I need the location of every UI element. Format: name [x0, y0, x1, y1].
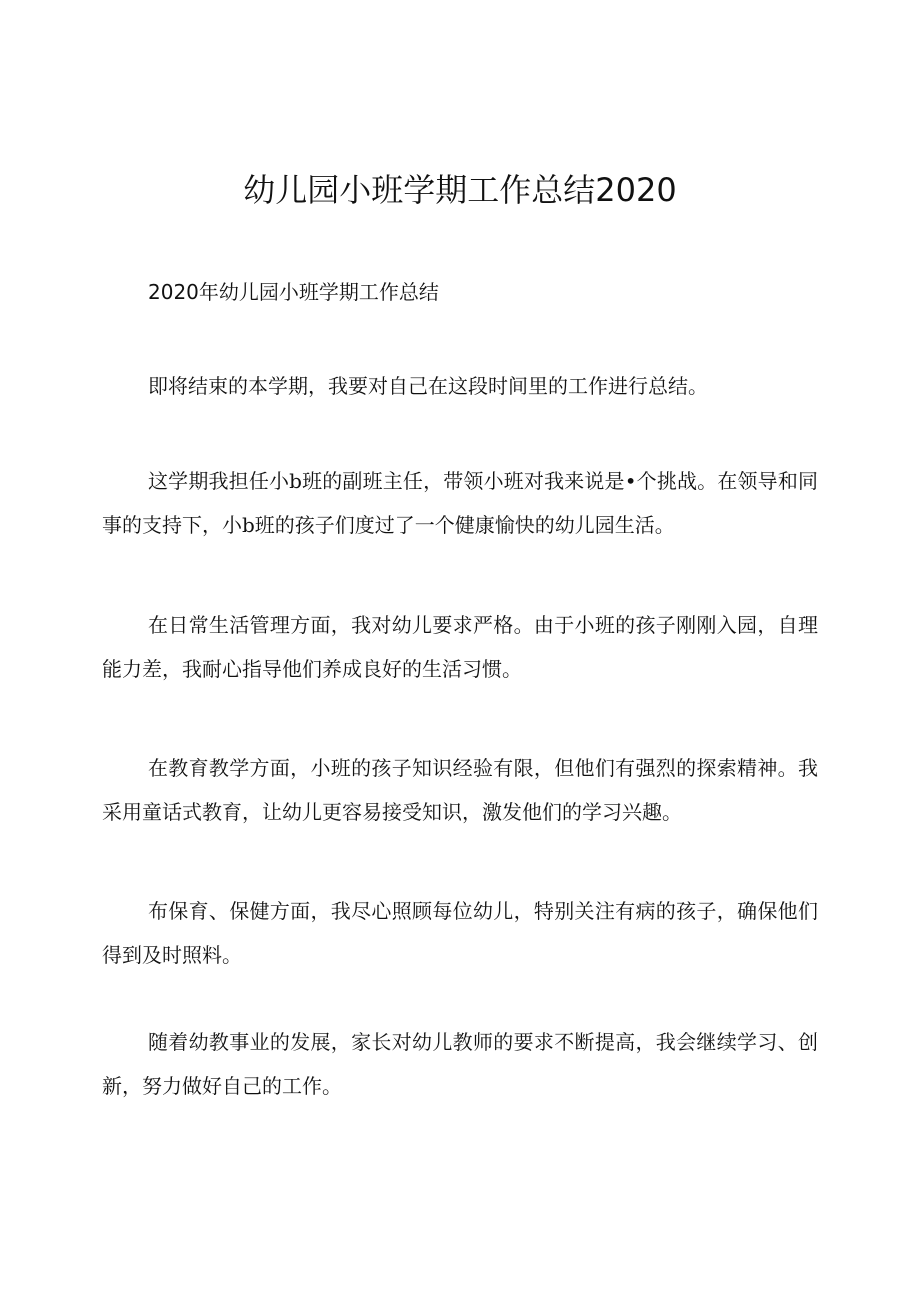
paragraph-role: 这学期我担任小b班的副班主任，带领小班对我来说是•个挑战。在领导和同事的支持下，小b班的孩子们度过了一个健康愉快的幼儿园生活。 — [102, 469, 818, 537]
paragraph-daily-life: 在日常生活管理方面，我对幼儿要求严格。由于小班的孩子刚刚入园，自理能力差，我耐心指导他们养成良好的生活习惯。 — [102, 613, 818, 681]
paragraph-care: 布保育、保健方面，我尽心照顾每位幼儿，特别关注有病的孩子，确保他们得到及时照料。 — [102, 899, 818, 967]
paragraph-intro: 即将结束的本学期，我要对自己在这段时间里的工作进行总结。 — [148, 374, 708, 398]
paragraph-teaching: 在教育教学方面，小班的孩子知识经验有限，但他们有强烈的探索精神。我采用童话式教育，让幼儿更容易接受知识，激发他们的学习兴趣。 — [102, 756, 818, 824]
paragraph-outlook: 随着幼教事业的发展，家长对幼儿教师的要求不断提高，我会继续学习、创新，努力做好自己的工作。 — [102, 1030, 818, 1098]
document-subtitle: 2020年幼儿园小班学期工作总结 — [148, 280, 439, 304]
document-title: 幼儿园小班学期工作总结2020 — [243, 171, 677, 209]
